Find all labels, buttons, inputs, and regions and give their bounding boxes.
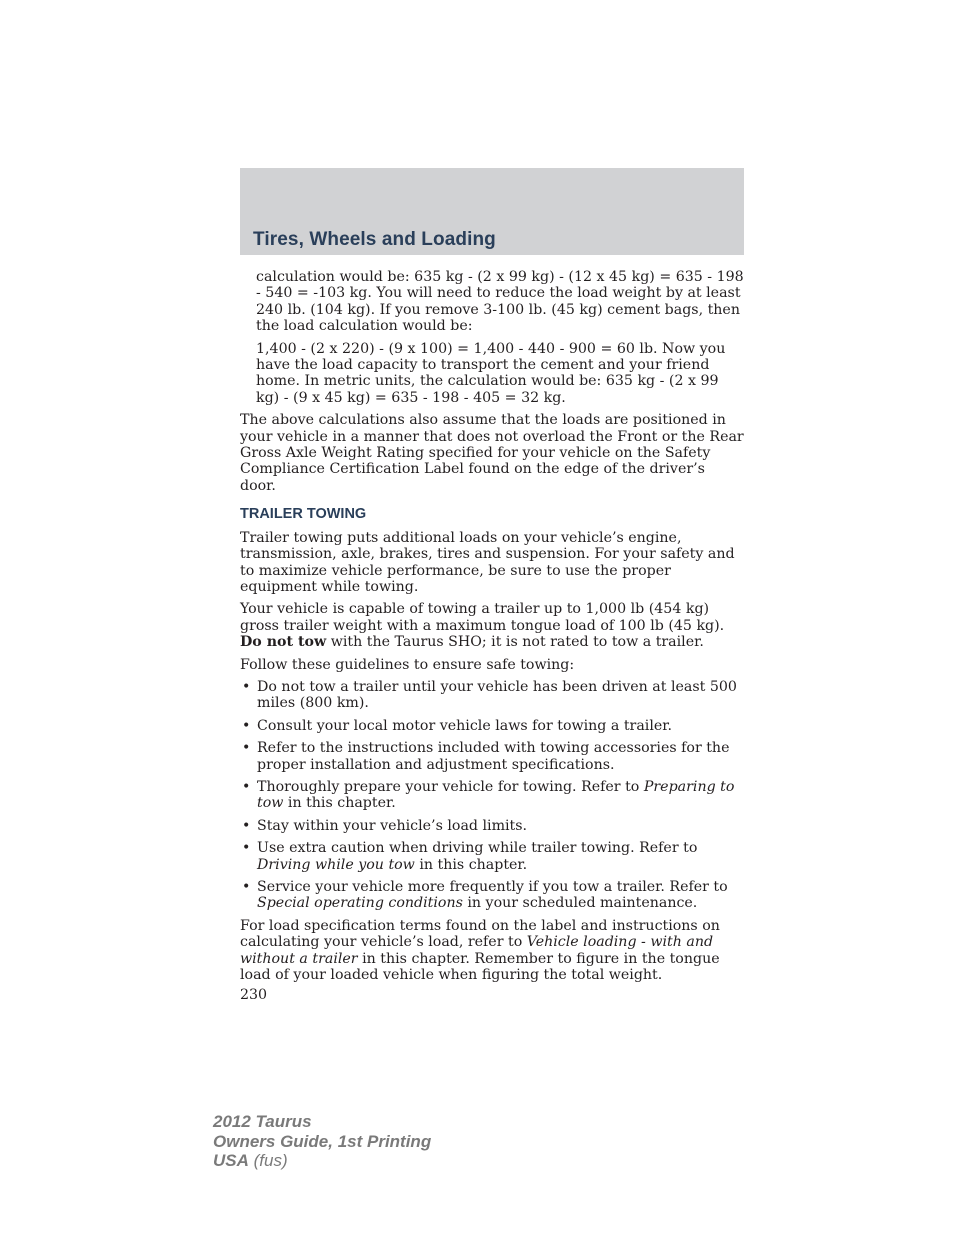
- list-item: [240, 779, 744, 812]
- towing-guidelines-list: [240, 679, 744, 912]
- bullet-icon: •: [242, 717, 251, 734]
- list-item-text: Consult your local motor vehicle laws for towing a trailer.: [257, 717, 673, 734]
- vehicle-loading-reference: Vehicle loading - with and without a trailer: [240, 934, 714, 967]
- footer-model-year: 2012 Taurus: [213, 1112, 312, 1131]
- load-spec-text: For load specification terms found on the label and instructions on calculating your vehicle’s load, refer to: [240, 917, 720, 951]
- load-specification-paragraph: [240, 918, 744, 984]
- section-header-band: [240, 168, 744, 255]
- list-item-text: Use extra caution when driving while trailer towing. Refer to: [257, 840, 698, 857]
- do-not-tow-warning: Do not tow: [240, 634, 327, 651]
- page-number: 230: [240, 987, 268, 1004]
- preparing-to-tow-reference: Preparing to tow: [257, 778, 735, 812]
- trailer-towing-heading: TRAILER TOWING: [240, 506, 367, 523]
- bullet-icon: •: [242, 817, 251, 834]
- list-item-text: Refer to the instructions included with towing accessories for the proper installation and adjustment specifications.: [257, 740, 730, 773]
- list-item: [240, 879, 744, 912]
- document-footer: [213, 1112, 431, 1171]
- bullet-icon: •: [242, 740, 251, 757]
- list-item-text: Stay within your vehicle’s load limits.: [257, 817, 528, 834]
- footer-guide-edition: Owners Guide, 1st Printing: [213, 1131, 432, 1151]
- list-item: [240, 740, 744, 773]
- list-item-text: Service your vehicle more frequently if you tow a trailer. Refer to: [257, 879, 728, 895]
- towing-intro-paragraph: Trailer towing puts additional loads on your vehicle’s engine, transmission, axle, brakes, tires and suspension. For your safety and to maximize vehicle performance, be sure to use the proper equipment while towing.: [240, 529, 735, 595]
- capacity-text: Your vehicle is capable of towing a trailer up to 1,000 lb (454 kg) gross trailer weight with a maximum tongue load of 100 lb (45 kg).: [240, 601, 725, 634]
- list-item: [240, 840, 744, 873]
- list-item-text: Do not tow a trailer until your vehicle has been driven at least 500 miles (800 km).: [257, 678, 737, 712]
- list-item-text-end: in this chapter.: [283, 795, 396, 812]
- calculation-paragraph-2: 1,400 - (2 x 220) - (9 x 100) = 1,400 - 440 - 900 = 60 lb. Now you have the load capacity to transport the cement and your friend home. In metric units, the calculation would be: 635 kg - (2 x 99 kg) - (9 x 45 kg) = 635 - 198 - 405 = 32 kg.: [256, 340, 726, 406]
- calculation-paragraph-1: calculation would be: 635 kg - (2 x 99 kg) - (12 x 45 kg) = 635 - 198 - 540 = -103 kg. You will need to reduce the load weight by at least 240 lb. (104 kg). If you remove 3-100 lb. (45 kg) cement bags, then the load calculation would be:: [256, 269, 744, 335]
- footer-region: [213, 1151, 431, 1171]
- driving-while-you-tow-reference: Driving while you tow: [257, 856, 415, 873]
- list-item: [240, 818, 744, 834]
- guidelines-intro: Follow these guidelines to ensure safe towing:: [240, 656, 575, 673]
- list-item: [240, 679, 744, 712]
- footer-region-name: USA: [213, 1151, 249, 1170]
- assumption-paragraph: The above calculations also assume that the loads are positioned in your vehicle in a manner that does not overload the Front or the Rear Gross Axle Weight Rating specified for your vehicle on the Safety Compliance Certification Label found on the edge of the driver’s door.: [240, 412, 744, 494]
- bullet-icon: •: [242, 840, 251, 857]
- footer-region-code: (fus): [248, 1151, 288, 1170]
- special-operating-conditions-reference: Special operating conditions: [257, 895, 463, 912]
- bullet-icon: •: [242, 778, 251, 795]
- list-item-text-end: in your scheduled maintenance.: [462, 895, 698, 912]
- list-item-text: Thoroughly prepare your vehicle for towing. Refer to: [257, 778, 644, 795]
- bullet-icon: •: [242, 879, 251, 895]
- capacity-text-end: with the Taurus SHO; it is not rated to tow a trailer.: [326, 634, 704, 651]
- section-title: Tires, Wheels and Loading: [253, 229, 496, 250]
- bullet-icon: •: [242, 678, 251, 695]
- list-item-text-end: in this chapter.: [414, 856, 528, 873]
- page-body: [240, 269, 744, 1004]
- load-spec-text-end: in this chapter. Remember to figure in the tongue load of your loaded vehicle when figuring the total weight.: [240, 950, 720, 984]
- list-item: [240, 718, 744, 734]
- towing-capacity-paragraph: [240, 601, 744, 650]
